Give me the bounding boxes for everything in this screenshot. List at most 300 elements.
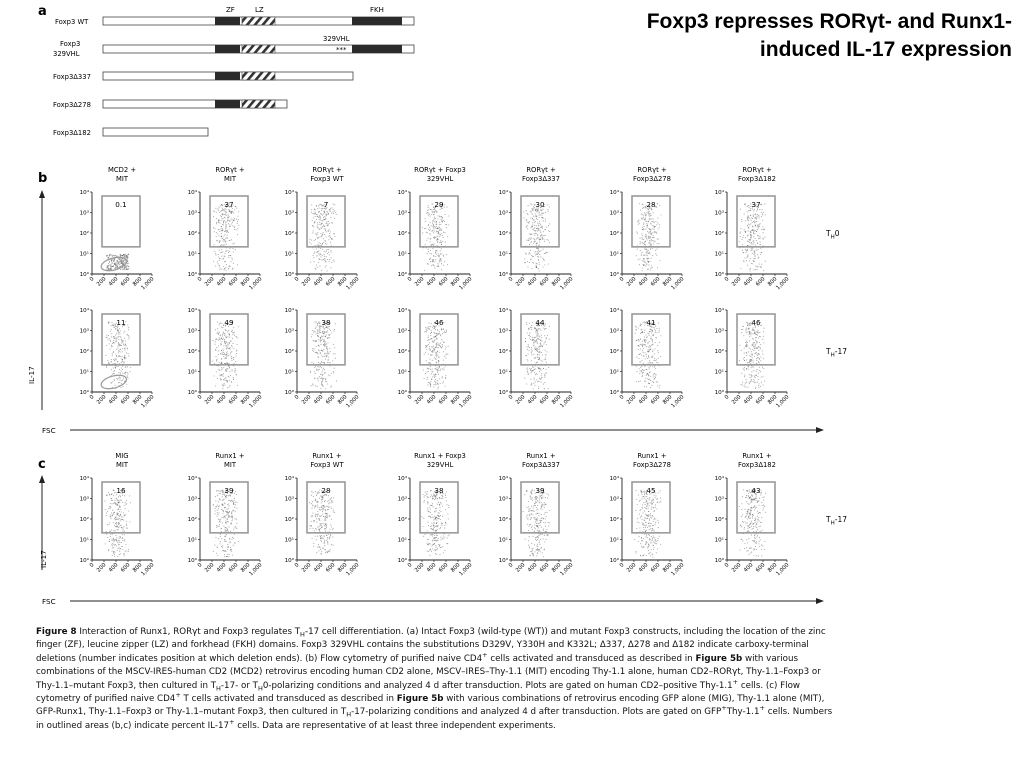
event-dot (319, 266, 320, 267)
event-dot (224, 217, 225, 218)
event-dot (648, 262, 649, 263)
event-dot (444, 207, 445, 208)
event-dot (225, 520, 226, 521)
event-dot (312, 348, 313, 349)
event-dot (333, 204, 334, 205)
y-tick-label: 10³ (609, 210, 619, 217)
event-dot (443, 332, 444, 333)
event-dot (752, 375, 753, 376)
y-tick-label: 10⁰ (714, 272, 724, 278)
event-dot (430, 366, 431, 367)
event-dot (113, 336, 114, 337)
event-dot (227, 504, 228, 505)
event-dot (104, 501, 105, 502)
event-dot (231, 358, 232, 359)
event-dot (116, 340, 117, 341)
event-dot (329, 337, 330, 338)
event-dot (526, 369, 527, 370)
event-dot (433, 386, 434, 387)
event-dot (120, 525, 121, 526)
event-dot (233, 529, 234, 530)
event-dot (536, 218, 537, 219)
event-dot (428, 353, 429, 354)
event-dot (746, 359, 747, 360)
event-dot (129, 337, 130, 338)
event-dot (109, 262, 110, 263)
event-dot (745, 249, 746, 250)
x-tick-label: 600 (649, 394, 662, 406)
event-dot (312, 528, 313, 529)
event-dot (440, 345, 441, 346)
event-dot (325, 336, 326, 337)
event-dot (108, 550, 109, 551)
event-dot (113, 538, 114, 539)
event-dot (446, 254, 447, 255)
event-dot (315, 500, 316, 501)
y-tick-label: 10² (498, 349, 508, 355)
event-dot (128, 551, 129, 552)
event-dot (319, 519, 320, 520)
event-dot (739, 233, 740, 234)
event-dot (431, 323, 432, 324)
column-header-line2: 329VHL (426, 175, 454, 183)
event-dot (427, 385, 428, 386)
event-dot (545, 219, 546, 220)
event-dot (761, 382, 762, 383)
event-dot (752, 381, 753, 382)
event-dot (530, 336, 531, 337)
event-dot (436, 333, 437, 334)
event-dot (320, 332, 321, 333)
event-dot (655, 342, 656, 343)
x-tick-label: 400 (526, 394, 539, 406)
event-dot (657, 267, 658, 268)
event-dot (115, 255, 116, 256)
event-dot (436, 236, 437, 237)
event-dot (325, 240, 326, 241)
event-dot (127, 265, 128, 266)
event-dot (221, 344, 222, 345)
event-dot (316, 255, 317, 256)
event-dot (318, 518, 319, 519)
event-dot (657, 239, 658, 240)
event-dot (430, 333, 431, 334)
flow-plot (80, 307, 156, 409)
event-dot (112, 266, 113, 267)
event-dot (126, 550, 127, 551)
event-dot (540, 224, 541, 225)
event-dot (316, 522, 317, 523)
event-dot (752, 329, 753, 330)
event-dot (222, 374, 223, 375)
event-dot (437, 549, 438, 550)
event-dot (323, 336, 324, 337)
event-dot (647, 336, 648, 337)
event-dot (763, 212, 764, 213)
event-dot (538, 270, 539, 271)
event-dot (435, 221, 436, 222)
event-dot (127, 366, 128, 367)
event-dot (448, 224, 449, 225)
event-dot (223, 241, 224, 242)
event-dot (319, 330, 320, 331)
event-dot (231, 360, 232, 361)
event-dot (222, 385, 223, 386)
event-dot (108, 322, 109, 323)
event-dot (435, 250, 436, 251)
event-dot (650, 338, 651, 339)
event-dot (441, 329, 442, 330)
event-dot (753, 214, 754, 215)
event-dot (750, 239, 751, 240)
event-dot (129, 371, 130, 372)
event-dot (540, 235, 541, 236)
event-dot (113, 265, 114, 266)
event-dot (441, 347, 442, 348)
event-dot (234, 370, 235, 371)
event-dot (657, 350, 658, 351)
event-dot (231, 356, 232, 357)
event-dot (748, 226, 749, 227)
event-dot (534, 369, 535, 370)
event-dot (234, 498, 235, 499)
event-dot (739, 345, 740, 346)
event-dot (750, 349, 751, 350)
event-dot (436, 222, 437, 223)
event-dot (128, 549, 129, 550)
y-tick-label: 10³ (609, 328, 619, 335)
event-dot (650, 258, 651, 259)
event-dot (126, 345, 127, 346)
x-tick-label: 400 (637, 276, 650, 288)
event-dot (537, 219, 538, 220)
event-dot (752, 328, 753, 329)
event-dot (754, 333, 755, 334)
event-dot (763, 331, 764, 332)
event-dot (754, 258, 755, 259)
event-dot (111, 325, 112, 326)
event-dot (111, 500, 112, 501)
event-dot (545, 357, 546, 358)
event-dot (749, 332, 750, 333)
event-dot (654, 353, 655, 354)
event-dot (227, 549, 228, 550)
event-dot (318, 366, 319, 367)
event-dot (756, 269, 757, 270)
event-dot (650, 248, 651, 249)
event-dot (326, 331, 327, 332)
event-dot (531, 212, 532, 213)
event-dot (321, 223, 322, 224)
event-dot (748, 230, 749, 231)
event-dot (228, 223, 229, 224)
event-dot (653, 327, 654, 328)
event-dot (117, 500, 118, 501)
event-dot (223, 367, 224, 368)
event-dot (233, 503, 234, 504)
event-dot (649, 219, 650, 220)
event-dot (113, 340, 114, 341)
event-dot (760, 223, 761, 224)
event-dot (230, 547, 231, 548)
event-dot (314, 348, 315, 349)
event-dot (225, 522, 226, 523)
event-dot (225, 221, 226, 222)
event-dot (524, 378, 525, 379)
event-dot (119, 264, 120, 265)
event-dot (749, 224, 750, 225)
event-dot (525, 262, 526, 263)
event-dot (111, 333, 112, 334)
gate-percent: 38 (321, 318, 331, 327)
event-dot (739, 241, 740, 242)
event-dot (123, 527, 124, 528)
event-dot (222, 335, 223, 336)
event-dot (126, 500, 127, 501)
event-dot (128, 338, 129, 339)
event-dot (536, 379, 537, 380)
event-dot (227, 344, 228, 345)
event-dot (644, 255, 645, 256)
event-dot (755, 345, 756, 346)
event-dot (750, 377, 751, 378)
event-dot (531, 349, 532, 350)
event-dot (442, 369, 443, 370)
event-dot (753, 367, 754, 368)
event-dot (430, 355, 431, 356)
event-dot (649, 238, 650, 239)
event-dot (648, 363, 649, 364)
event-dot (317, 378, 318, 379)
event-dot (110, 269, 111, 270)
event-dot (742, 244, 743, 245)
event-dot (108, 363, 109, 364)
event-dot (115, 353, 116, 354)
event-dot (221, 323, 222, 324)
event-dot (532, 256, 533, 257)
event-dot (324, 539, 325, 540)
event-dot (749, 325, 750, 326)
event-dot (121, 371, 122, 372)
event-dot (431, 203, 432, 204)
y-tick-label: 10² (714, 349, 724, 355)
column-header-line2: MIT (115, 175, 129, 183)
event-dot (331, 508, 332, 509)
event-dot (444, 331, 445, 332)
event-dot (111, 503, 112, 504)
event-dot (657, 243, 658, 244)
event-dot (641, 355, 642, 356)
event-dot (221, 217, 222, 218)
gate-percent: 37 (751, 200, 761, 209)
event-dot (644, 212, 645, 213)
event-dot (529, 332, 530, 333)
event-dot (115, 385, 116, 386)
event-dot (228, 209, 229, 210)
event-dot (643, 363, 644, 364)
event-dot (443, 367, 444, 368)
event-dot (762, 376, 763, 377)
event-dot (229, 385, 230, 386)
event-dot (109, 264, 110, 265)
event-dot (218, 506, 219, 507)
event-dot (320, 516, 321, 517)
event-dot (121, 367, 122, 368)
event-dot (539, 215, 540, 216)
event-dot (528, 329, 529, 330)
y-tick-label: 10¹ (284, 537, 294, 544)
event-dot (333, 344, 334, 345)
event-dot (224, 363, 225, 364)
event-dot (319, 323, 320, 324)
event-dot (742, 329, 743, 330)
event-dot (320, 243, 321, 244)
event-dot (433, 260, 434, 261)
event-dot (647, 231, 648, 232)
event-dot (652, 221, 653, 222)
event-dot (753, 236, 754, 237)
x-tick-label: 0 (196, 276, 204, 283)
event-dot (318, 345, 319, 346)
event-dot (545, 324, 546, 325)
event-dot (322, 332, 323, 333)
event-dot (322, 351, 323, 352)
event-dot (120, 496, 121, 497)
event-dot (644, 381, 645, 382)
event-dot (220, 522, 221, 523)
event-dot (225, 337, 226, 338)
event-dot (761, 252, 762, 253)
event-dot (439, 378, 440, 379)
event-dot (753, 379, 754, 380)
construct-d337 (53, 72, 353, 81)
event-dot (215, 537, 216, 538)
event-dot (448, 346, 449, 347)
event-dot (761, 229, 762, 230)
event-dot (218, 501, 219, 502)
event-dot (105, 509, 106, 510)
event-dot (121, 519, 122, 520)
event-dot (539, 242, 540, 243)
event-dot (227, 342, 228, 343)
event-dot (655, 368, 656, 369)
event-dot (223, 333, 224, 334)
y-tick-label: 10⁴ (609, 308, 619, 314)
event-dot (333, 371, 334, 372)
y-tick-label: 10² (397, 517, 407, 523)
event-dot (440, 343, 441, 344)
event-dot (441, 339, 442, 340)
event-dot (641, 366, 642, 367)
event-dot (436, 254, 437, 255)
event-dot (117, 330, 118, 331)
event-dot (319, 376, 320, 377)
event-dot (431, 346, 432, 347)
event-dot (763, 270, 764, 271)
event-dot (759, 383, 760, 384)
event-dot (322, 331, 323, 332)
event-dot (124, 555, 125, 556)
y-tick-label: 10⁴ (714, 190, 724, 196)
event-dot (331, 252, 332, 253)
event-dot (754, 376, 755, 377)
event-dot (754, 222, 755, 223)
event-dot (649, 345, 650, 346)
event-dot (235, 249, 236, 250)
event-dot (536, 340, 537, 341)
event-dot (539, 221, 540, 222)
event-dot (425, 352, 426, 353)
event-dot (111, 538, 112, 539)
event-dot (110, 340, 111, 341)
event-dot (531, 372, 532, 373)
event-dot (336, 214, 337, 215)
event-dot (221, 268, 222, 269)
event-dot (757, 347, 758, 348)
column-header-line1: RORγt + (526, 166, 556, 174)
event-dot (125, 340, 126, 341)
event-dot (428, 368, 429, 369)
event-dot (640, 367, 641, 368)
event-dot (529, 244, 530, 245)
event-dot (222, 510, 223, 511)
x-tick-label: 200 (413, 394, 426, 406)
event-dot (219, 543, 220, 544)
event-dot (436, 339, 437, 340)
event-dot (327, 214, 328, 215)
column-header-line2: Foxp3Δ182 (738, 461, 776, 469)
event-dot (223, 511, 224, 512)
event-dot (221, 210, 222, 211)
event-dot (742, 382, 743, 383)
event-dot (641, 234, 642, 235)
event-dot (323, 225, 324, 226)
event-dot (318, 333, 319, 334)
event-dot (747, 342, 748, 343)
event-dot (649, 242, 650, 243)
event-dot (219, 375, 220, 376)
event-dot (221, 244, 222, 245)
event-dot (534, 372, 535, 373)
event-dot (116, 349, 117, 350)
event-dot (537, 243, 538, 244)
event-dot (116, 355, 117, 356)
event-dot (744, 229, 745, 230)
event-dot (123, 520, 124, 521)
event-dot (325, 509, 326, 510)
event-dot (748, 205, 749, 206)
event-dot (222, 368, 223, 369)
event-dot (331, 544, 332, 545)
event-dot (327, 330, 328, 331)
event-dot (311, 385, 312, 386)
event-dot (325, 344, 326, 345)
event-dot (527, 266, 528, 267)
event-dot (530, 234, 531, 235)
event-dot (638, 349, 639, 350)
event-dot (436, 352, 437, 353)
event-dot (224, 339, 225, 340)
panel-b-letter: b (38, 171, 48, 186)
event-dot (221, 230, 222, 231)
event-dot (317, 366, 318, 367)
event-dot (322, 380, 323, 381)
event-dot (114, 268, 115, 269)
event-dot (761, 376, 762, 377)
event-dot (534, 385, 535, 386)
event-dot (427, 327, 428, 328)
event-dot (656, 381, 657, 382)
